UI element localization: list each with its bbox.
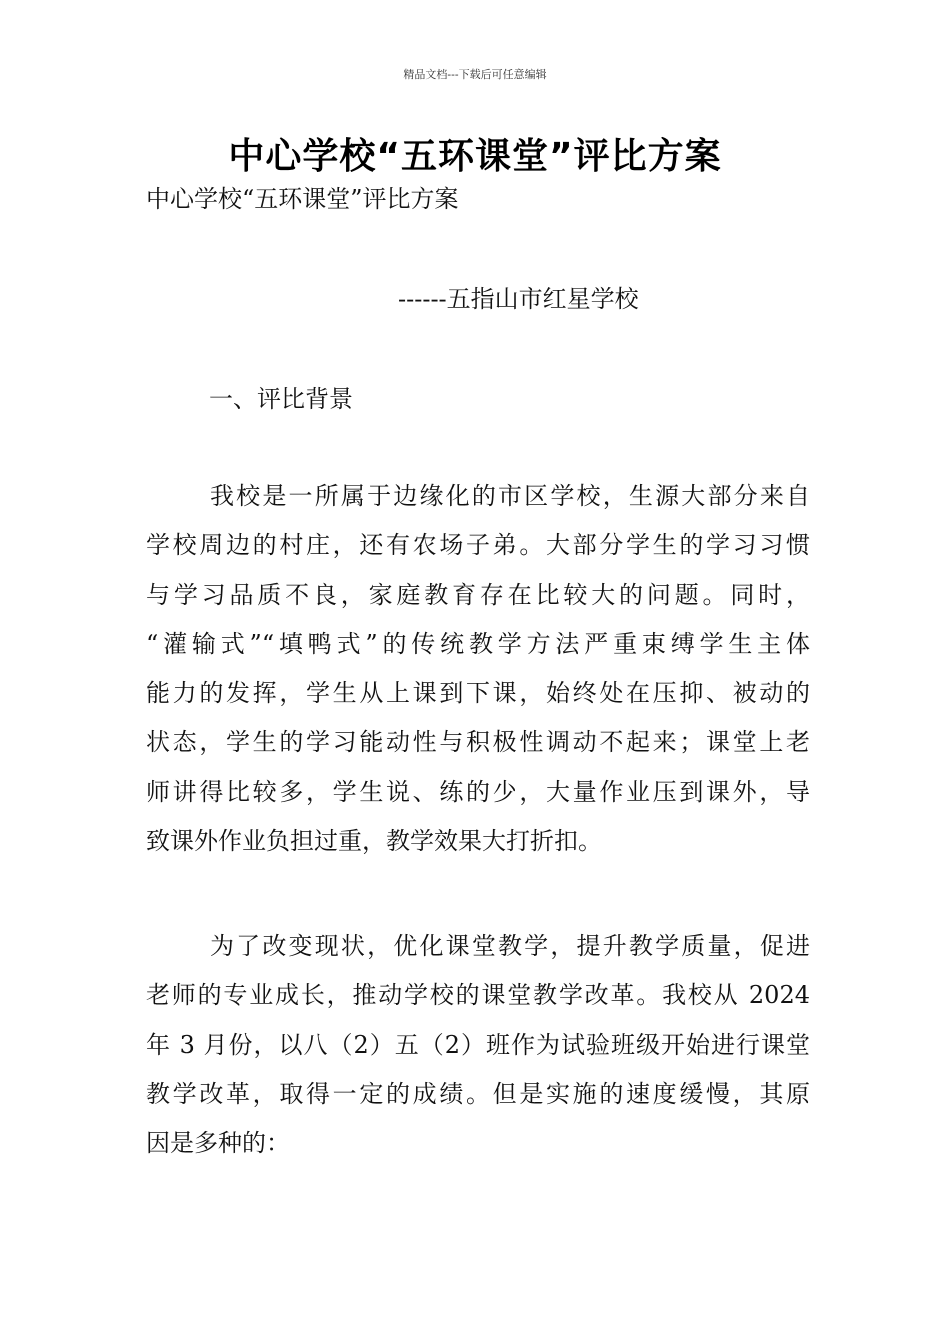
paragraph-background [146,472,810,866]
paragraph-line: 老师的专业成长，推动学校的课堂教学改革。我校从 2024 [146,981,810,1010]
paragraph-line: 为了改变现状，优化课堂教学，提升教学质量，促进 [210,932,810,960]
paragraph-line: 状态，学生的学习能动性与积极性调动不起来；课堂上老 [146,728,810,757]
paragraph-line: 我校是一所属于边缘化的市区学校，生源大部分来自 [210,482,810,510]
page-title: 中心学校“五环课堂”评比方案 [228,136,722,177]
paragraph-line: 与学习品质不良，家庭教育存在比较大的问题。同时， [146,580,810,609]
paragraph-reform [146,922,810,1168]
paragraph-line: 师讲得比较多，学生说、练的少，大量作业压到课外，导 [146,777,810,806]
paragraph-line: 因是多种的： [146,1129,290,1158]
author-line: ------五指山市红星学校 [398,285,639,313]
paragraph-line: “灌输式”“填鸭式”的传统教学方法严重束缚学生主体 [146,629,810,658]
header-note: 精品文档---下载后可任意编辑 [403,68,547,81]
paragraph-line: 年 3 月份，以八（2）五（2）班作为试验班级开始进行课堂 [146,1030,810,1059]
section-heading: 一、评比背景 [209,385,353,413]
paragraph-line: 学校周边的村庄，还有农场子弟。大部分学生的学习习惯 [146,531,810,560]
paragraph-line: 致课外作业负担过重，教学效果大打折扣。 [146,827,602,856]
paragraph-line: 能力的发挥，学生从上课到下课，始终处在压抑、被动的 [146,679,810,708]
paragraph-line: 教学改革，取得一定的成绩。但是实施的速度缓慢，其原 [146,1079,810,1108]
document-subtitle: 中心学校“五环课堂”评比方案 [146,185,459,213]
